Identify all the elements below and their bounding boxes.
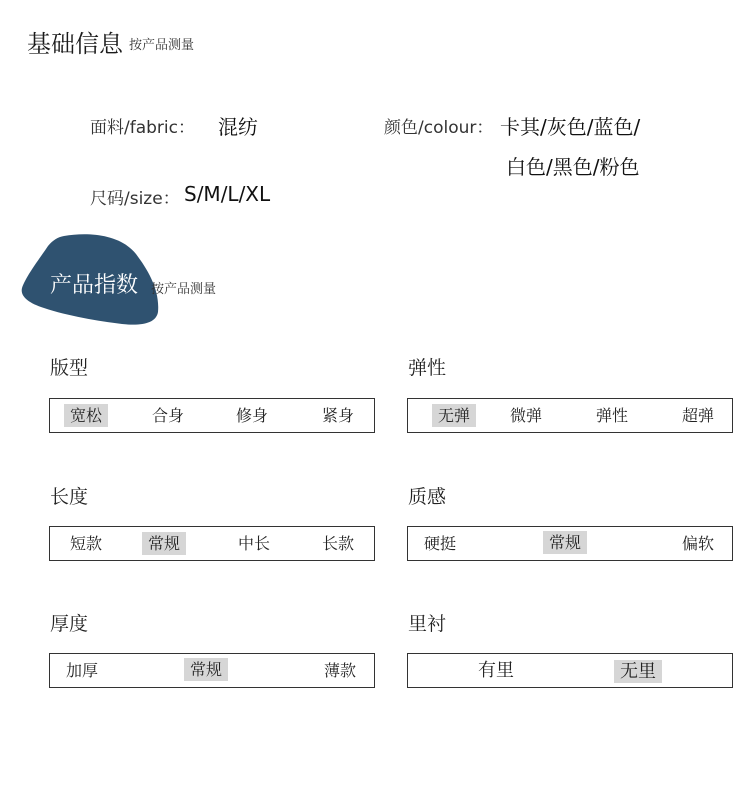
section-title-basic-info: 基础信息 xyxy=(27,30,123,58)
option-elasticity-slight: 微弹 xyxy=(510,406,543,425)
option-thickness-regular: 常规 xyxy=(184,658,228,681)
rating-bar-fit xyxy=(49,398,375,433)
option-length-midi: 中长 xyxy=(238,534,271,553)
option-elasticity-elastic: 弹性 xyxy=(596,406,629,425)
rating-bar-lining xyxy=(407,653,733,688)
rating-bar-thickness xyxy=(49,653,375,688)
rating-bar-length xyxy=(49,526,375,561)
option-elasticity-super: 超弹 xyxy=(682,406,715,425)
category-title-thickness: 厚度 xyxy=(50,613,89,635)
section-subtitle-product-index: 按产品测量 xyxy=(151,282,217,297)
size-value: S/M/L/XL xyxy=(184,182,271,206)
fabric-value: 混纺 xyxy=(218,115,258,139)
option-length-regular: 常规 xyxy=(142,532,186,555)
option-lining-unlined: 无里 xyxy=(614,660,662,683)
option-texture-stiff: 硬挺 xyxy=(424,534,457,553)
category-title-texture: 质感 xyxy=(408,486,447,508)
color-value-line2: 白色/黑色/粉色 xyxy=(506,155,640,179)
option-lining-lined: 有里 xyxy=(478,660,514,681)
option-thickness-thick: 加厚 xyxy=(66,661,99,680)
section-title-product-index: 产品指数 xyxy=(50,273,139,298)
color-label: 颜色/colour： xyxy=(384,118,494,138)
option-fit-loose: 宽松 xyxy=(64,404,108,427)
option-fit-regular: 合身 xyxy=(152,406,185,425)
category-title-elasticity: 弹性 xyxy=(408,357,447,379)
fabric-label: 面料/fabric： xyxy=(90,118,195,138)
option-length-short: 短款 xyxy=(70,534,103,553)
rating-bar-elasticity xyxy=(407,398,733,433)
option-texture-soft: 偏软 xyxy=(682,534,715,553)
option-fit-tight: 紧身 xyxy=(322,406,355,425)
option-elasticity-none: 无弹 xyxy=(432,404,476,427)
size-label: 尺码/size： xyxy=(90,189,180,209)
category-title-length: 长度 xyxy=(50,486,89,508)
option-length-long: 长款 xyxy=(322,534,355,553)
rating-bar-texture xyxy=(407,526,733,561)
category-title-lining: 里衬 xyxy=(408,613,447,635)
section-subtitle-basic-info: 按产品测量 xyxy=(129,38,195,53)
option-thickness-thin: 薄款 xyxy=(324,661,357,680)
category-title-fit: 版型 xyxy=(50,357,89,379)
option-fit-slim: 修身 xyxy=(236,406,269,425)
color-value-line1: 卡其/灰色/蓝色/ xyxy=(500,115,641,139)
option-texture-regular: 常规 xyxy=(543,531,587,554)
